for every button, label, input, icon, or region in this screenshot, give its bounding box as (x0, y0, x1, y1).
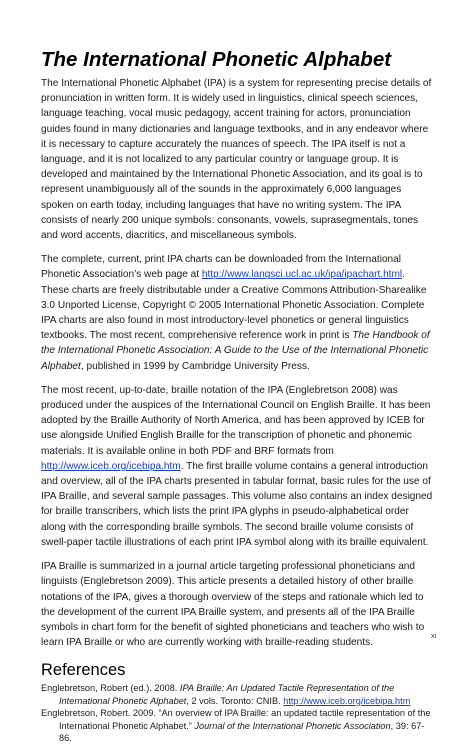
iceb-link[interactable]: http://www.iceb.org/icebipa.htm (41, 460, 181, 472)
intro-paragraph: The International Phonetic Alphabet (IPA) is a system for representing precise details of pronunciation in written form. It is widely used in linguistics, clinical speech sciences, language teaching, vocal music pedagogy, accent training for actors, pronunciation guides found in many dictionaries and language textbooks, and in any endeavor where it is necessary to capture accurately the nuances of speech. The IPA itself is not a language, and it is not localized to any particular country or language group. It is developed and maintained by the International Phonetic Association, and its goal is to represent unambiguously all of the sounds in the approximately 6,000 languages spoken on earth today, including languages that have no writing system. The IPA consists of nearly 200 unique symbols: consonants, vowels, suprasegmentals, tones and word accents, diacritics, and miscellaneous symbols. (41, 78, 432, 242)
page-title: The International Phonetic Alphabet (41, 48, 392, 71)
references-heading: References (41, 661, 126, 680)
ref2-author-title: Englebretson, Robert. 2009. “An overview of IPA Braille: an updated tactile representation of the International Phonetic Alphabet.” (41, 708, 431, 731)
charts-text-a: The complete, current, print IPA charts can be downloaded from the International Phonetic Association’s web page at (41, 254, 402, 281)
braille-text-b: . The first braille volume contains a general introduction and overview, all of the IPA charts presented in tabular format, basic rules for the use of IPA Braille, and several sample passages. This volume also contains an index designed for braille transcribers, which lists the print IPA glyphs in pseudo-alphabetical order along with the corresponding braille symbols. The second braille volume consists of swell-paper tactile illustrations of each print IPA symbol along with its braille equivalent. (41, 460, 433, 548)
reference-item (41, 682, 434, 707)
braille-paragraph (41, 383, 434, 550)
charts-text-b: . These charts are freely distributable under a Creative Commons Attribution-Sharealike 3.0 Unported License, Copyright © 2005 International Phonetic Association. Complete IPA charts are also found in most introductory-level phonetics or general linguistics textbooks. The most recent, comprehensive reference work in print is (41, 269, 427, 342)
ref1-author: Englebretson, Robert (ed.). 2008. (41, 683, 180, 694)
summary-paragraph: IPA Braille is summarized in a journal article targeting professional phoneticians and linguists (Englebretson 2009). This article presents a detailed history of other braille notations of the IPA, gives a thorough overview of the steps and rationale which led to the development of the current IPA Braille system, and presents all of the IPA Braille symbols in chart form for the benefit of sighted phoneticians and teachers who wish to learn IPA Braille or who are currently working with braille-reading students. (41, 561, 425, 649)
handbook-title: The Handbook of the International Phonetic Association: A Guide to the Use of the International Phonetic Alphabet (41, 330, 430, 372)
page-content (41, 48, 434, 745)
ref1-title: IPA Braille: An Updated Tactile Representation of the International Phonetic Alphabet (59, 683, 395, 706)
ref2-journal: Journal of the International Phonetic Association (194, 720, 391, 731)
reference-item (41, 707, 434, 745)
braille-text-a: The most recent, up-to-date, braille notation of the IPA (Englebretson 2008) was produced under the auspices of the International Council on English Braille. It has been adopted by the Braille Authority of North America, and has been approved by ICEB for use alongside Unified English Braille for the transcription of phonetic and phonemic materials. It is available online in both PDF and BRF formats from (41, 384, 431, 457)
page-number: xi (430, 633, 436, 640)
charts-text-c: , published in 1999 by Cambridge University Press. (80, 360, 310, 372)
ref1-link[interactable]: http://www.iceb.org/icebipa.htm (283, 695, 411, 706)
ref2-pages: , 39: 67-86. (59, 720, 425, 744)
ipa-chart-link[interactable]: http://www.langsci.ucl.ac.uk/ipa/ipachart.html (201, 269, 403, 281)
ref1-publisher: , 2 vols. Toronto: CNIB. (186, 695, 284, 706)
charts-paragraph (41, 252, 434, 374)
